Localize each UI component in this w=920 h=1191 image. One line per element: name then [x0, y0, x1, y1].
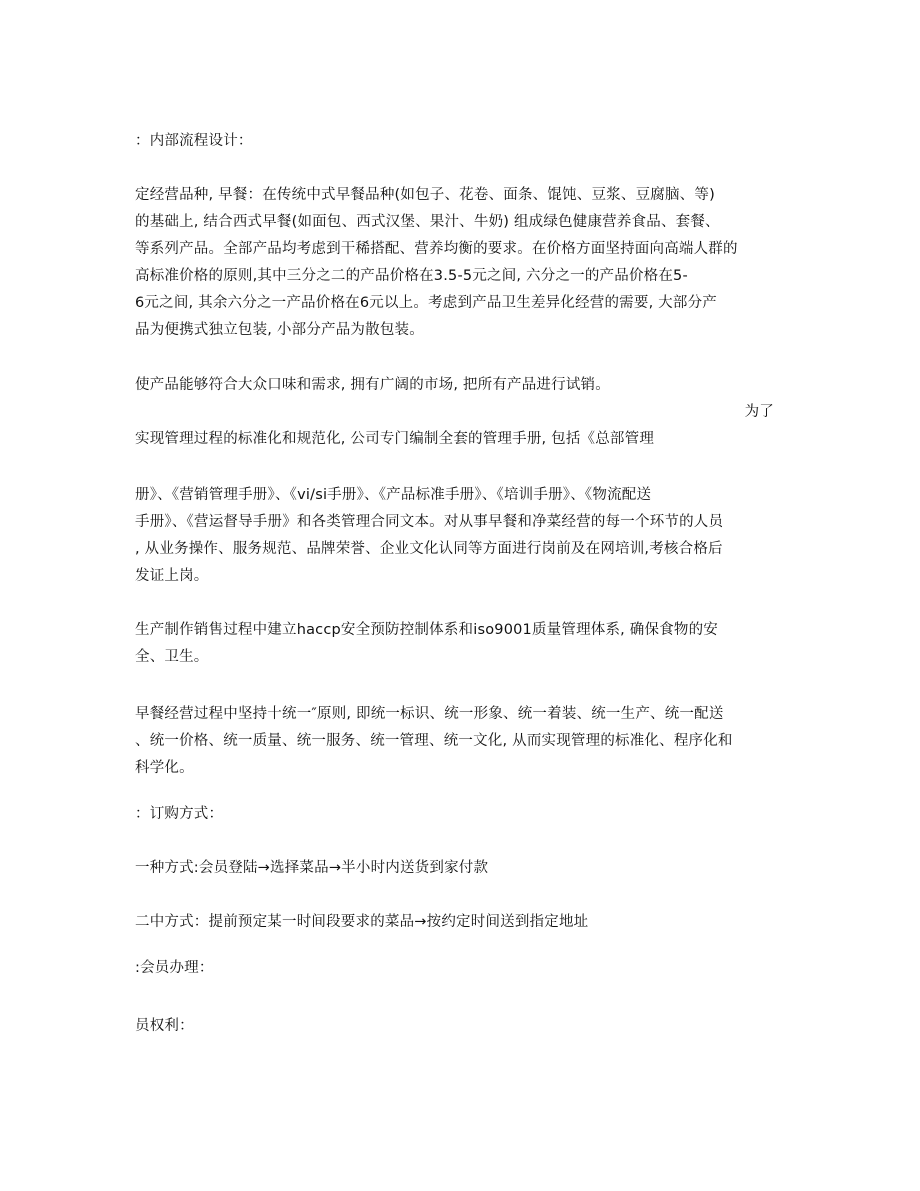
- paragraph-line: 高标准价格的原则,其中三分之二的产品价格在3.5-5元之间, 六分之一的产品价格在5-: [135, 268, 688, 284]
- paragraph-line: 品为便携式独立包装, 小部分产品为散包装。: [135, 322, 424, 338]
- paragraph-line: 定经营品种, 早餐：在传统中式早餐品种(如包子、花卷、面条、馄饨、豆浆、豆腐脑、等): [135, 187, 715, 203]
- paragraph-line: 实现管理过程的标准化和规范化, 公司专门编制全套的管理手册, 包括《总部管理: [135, 431, 655, 447]
- paragraph-line: 生产制作销售过程中建立haccp安全预防控制体系和iso9001质量管理体系, 确保食物的安: [135, 622, 718, 638]
- order-method-1: 一种方式:会员登陆→选择菜品→半小时内送货到家付款: [135, 860, 489, 876]
- paragraph-trial-sale: 使产品能够符合大众口味和需求, 拥有广阔的市场, 把所有产品进行试销。: [135, 377, 610, 393]
- paragraph-line: 全、卫生。: [135, 649, 209, 665]
- paragraph-line: 早餐经营过程中坚持十统一″原则, 即统一标识、统一形象、统一着装、统一生产、统一配送: [135, 706, 724, 722]
- section-heading-internal-process: ：内部流程设计：: [135, 133, 253, 149]
- paragraph-line: 等系列产品。全部产品均考虑到干稀搭配、营养均衡的要求。在价格方面坚持面向高端人群的: [135, 241, 738, 257]
- section-heading-order: ：订购方式：: [135, 806, 224, 822]
- paragraph-line: , 从业务操作、服务规范、品牌荣誉、企业文化认同等方面进行岗前及在网培训,考核合格后: [135, 541, 723, 557]
- paragraph-line: 、统一价格、统一质量、统一服务、统一管理、统一文化, 从而实现管理的标准化、程序化和: [135, 733, 733, 749]
- paragraph-line-right: 为了: [744, 404, 774, 420]
- paragraph-line: 6元之间, 其余六分之一产品价格在6元以上。考虑到产品卫生差异化经营的需要, 大部分产: [135, 295, 717, 311]
- paragraph-line: 科学化。: [135, 760, 194, 776]
- section-heading-member: :会员办理：: [135, 960, 214, 976]
- paragraph-line: 手册》、《营运督导手册》和各类管理合同文本。对从事早餐和净菜经营的每一个环节的人员: [135, 514, 724, 530]
- paragraph-line: 册》、《营销管理手册》、《vi/si手册》、《产品标准手册》、《培训手册》、《物流配送: [135, 487, 652, 503]
- paragraph-line: 的基础上, 结合西式早餐(如面包、西式汉堡、果汁、牛奶) 组成绿色健康营养食品、套餐、: [135, 214, 720, 230]
- paragraph-line: 发证上岗。: [135, 568, 209, 584]
- order-method-2: 二中方式：提前预定某一时间段要求的菜品→按约定时间送到指定地址: [135, 914, 589, 930]
- section-heading-rights: 员权利：: [135, 1018, 194, 1034]
